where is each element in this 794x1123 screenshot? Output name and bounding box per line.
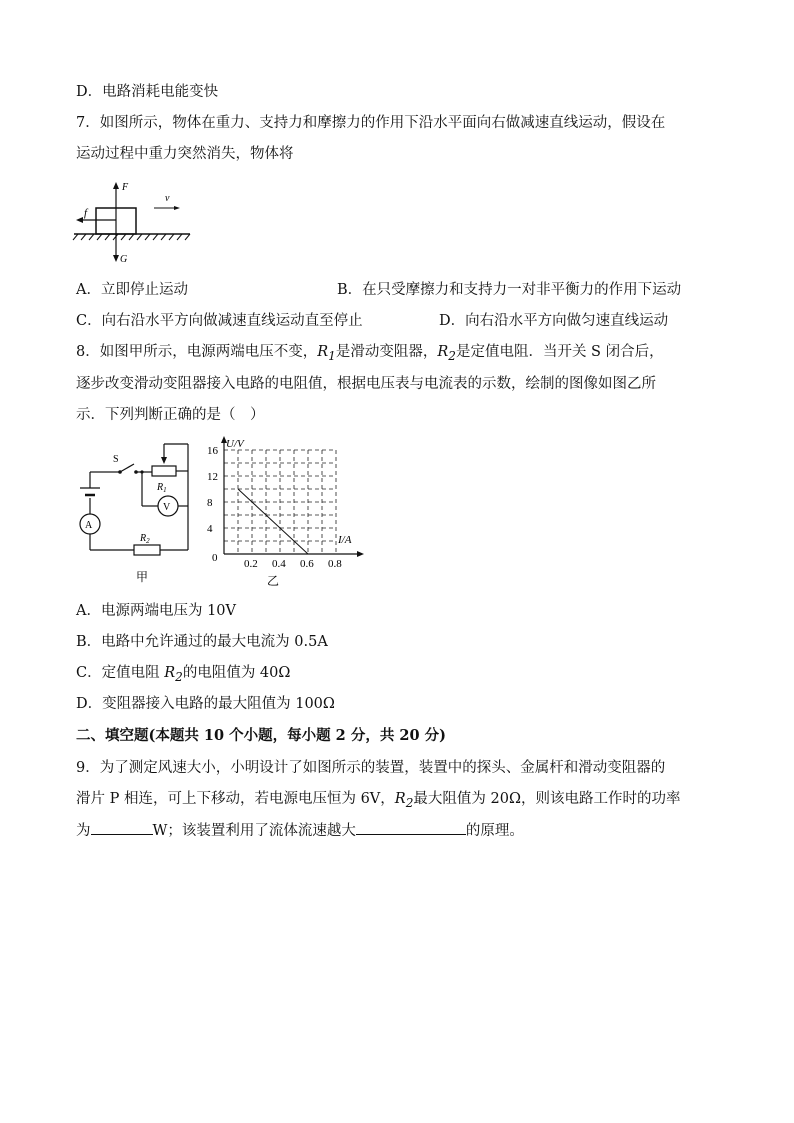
- answer-blank-1[interactable]: [91, 820, 153, 835]
- q8-option-b: B．电路中允许通过的最大电流为 0.5A: [76, 634, 328, 650]
- x-tick-label: 0.4: [272, 558, 286, 570]
- y-tick-label: 12: [207, 471, 218, 483]
- q9-line1: 9．为了测定风速大小，小明设计了如图所示的装置，装置中的探头、金属杆和滑动变阻器的: [76, 760, 666, 776]
- q8-stem-line3: 示．下列判断正确的是（ ）: [76, 407, 265, 423]
- label-F: F: [122, 182, 129, 193]
- q9-line2: 滑片 P 相连，可上下移动，若电源电压恒为 6V，$R_2$最大阻值为 20Ω，则该电路工作时的功率: [76, 791, 681, 810]
- y-tick-label: 4: [207, 523, 213, 535]
- x-tick-label: 0.8: [328, 558, 342, 570]
- label-f: f: [84, 207, 88, 219]
- q8-option-a: A．电源两端电压为 10V: [76, 603, 237, 619]
- q8-option-d: D．变阻器接入电路的最大阻值为 100Ω: [76, 696, 335, 712]
- voltmeter-label: V: [163, 502, 171, 513]
- q7-option-d: D．向右沿水平方向做匀速直线运动: [439, 313, 669, 329]
- y-axis-label: U/V: [226, 438, 244, 450]
- q8-option-c: C．定值电阻 $R_2$的电阻值为 40Ω: [76, 665, 291, 684]
- answer-blank-2[interactable]: [356, 820, 466, 835]
- y-tick-label: 16: [207, 445, 218, 457]
- q7-option-a: A．立即停止运动: [76, 282, 188, 298]
- origin-label: 0: [212, 552, 218, 564]
- r2-label: $R_2$: [140, 533, 150, 545]
- x-tick-label: 0.2: [244, 558, 258, 570]
- ammeter-label: A: [85, 520, 93, 531]
- graph-grid: [224, 450, 336, 554]
- q7-stem-line2: 运动过程中重力突然消失，物体将: [76, 146, 294, 162]
- series-line: [238, 489, 308, 554]
- graph-caption: 乙: [267, 574, 280, 588]
- graph-series: [238, 489, 308, 554]
- label-v: v: [165, 193, 170, 204]
- x-axis-label: I/A: [338, 534, 352, 546]
- q7-option-c: C．向右沿水平方向做减速直线运动直至停止: [76, 313, 363, 329]
- q9-line3: 为 W；该装置利用了流体流速越大 的原理。: [76, 820, 524, 841]
- q7-stem-line1: 7．如图所示，物体在重力、支持力和摩擦力的作用下沿水平面向右做减速直线运动，假设在: [76, 115, 666, 131]
- q8-circuit-diagram: [72, 440, 212, 590]
- x-tick-label: 0.6: [300, 558, 314, 570]
- r1-label: $R_1$: [157, 482, 167, 494]
- q8-stem-line2: 逐步改变滑动变阻器接入电路的电阻值，根据电压表与电流表的示数，绘制的图像如图乙所: [76, 376, 656, 392]
- x-axis-arrow: [357, 551, 364, 557]
- q8-stem-line1: 8．如图甲所示，电源两端电压不变，$R_1$是滑动变阻器，$R_2$是定值电阻．当开关 S 闭合后，: [76, 344, 664, 363]
- label-G: G: [120, 254, 128, 265]
- switch-label: S: [113, 454, 119, 465]
- section-heading: 二、填空题(本题共 10 个小题，每小题 2 分，共 20 分): [76, 727, 446, 744]
- circuit-caption: 甲: [136, 570, 149, 584]
- y-tick-label: 8: [207, 497, 213, 509]
- q7-option-b: B．在只受摩擦力和支持力一对非平衡力的作用下运动: [337, 282, 682, 298]
- q8-ui-graph: [204, 434, 374, 592]
- q7-force-diagram: [70, 176, 200, 266]
- q6-option-d: D．电路消耗电能变快: [76, 84, 219, 100]
